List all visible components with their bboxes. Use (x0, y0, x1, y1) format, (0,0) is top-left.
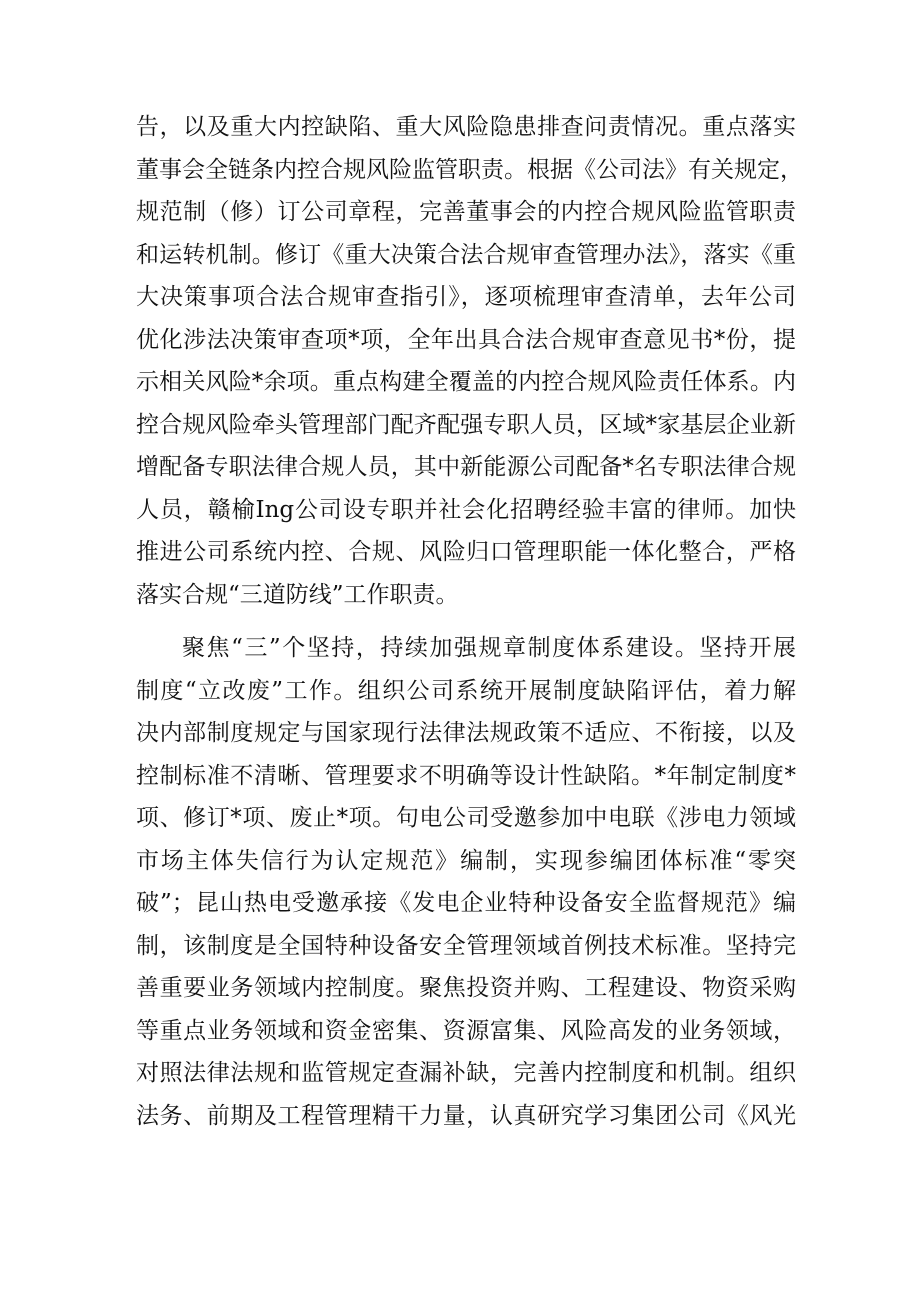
text-line: 示相关风险*余项。重点构建全覆盖的内控合规风险责任体系。内 (136, 369, 796, 395)
text-line: 推进公司系统内控、合规、风险归口管理职能一体化整合，严格 (136, 539, 796, 565)
text-line: 控制标准不清晰、管理要求不明确等设计性缺陷。*年制定制度* (136, 762, 796, 789)
paragraph-1 (136, 106, 803, 616)
text-line: 和运转机制。修订《重大决策合法合规审查管理办法》，落实《重 (136, 241, 796, 268)
text-line: 告，以及重大内控缺陷、重大风险隐患排查问责情况。重点落实 (136, 114, 796, 140)
text-line: 聚焦“三”个坚持，持续加强规章制度体系建设。坚持开展 (182, 635, 796, 661)
text-line: 破”；昆山热电受邀承接《发电企业特种设备安全监督规范》编 (136, 890, 796, 916)
text-line: 落实合规“三道防线”工作职责。 (136, 581, 459, 608)
text-line: 等重点业务领域和资金密集、资源富集、风险高发的业务领域， (136, 1017, 796, 1044)
text-line: 决内部制度规定与国家现行法律法规政策不适应、不衔接，以及 (136, 720, 796, 746)
text-line: 制，该制度是全国特种设备安全管理领域首例技术标准。坚持完 (136, 932, 796, 959)
text-line: 优化涉法决策审查项*项，全年出具合法合规审查意见书*份，提 (136, 326, 796, 353)
text-line: 增配备专职法律合规人员，其中新能源公司配备*名专职法律合规 (136, 454, 796, 480)
text-line: 人员，赣榆Ing公司设专职并社会化招聘经验丰富的律师。加快 (136, 496, 796, 523)
text-line: 对照法律法规和监管规定查漏补缺，完善内控制度和机制。组织 (136, 1060, 796, 1086)
text-line: 市场主体失信行为认定规范》编制，实现参编团体标准“零突 (136, 847, 796, 874)
text-line: 大决策事项合法合规审查指引》，逐项梳理审查清单，去年公司 (136, 284, 796, 310)
text-line: 规范制（修）订公司章程，完善董事会的内控合规风险监管职责 (136, 199, 796, 225)
text-line: 控合规风险牵头管理部门配齐配强专职人员，区域*家基层企业新 (136, 411, 796, 438)
text-line: 董事会全链条内控合规风险监管职责。根据《公司法》有关规定， (136, 156, 803, 183)
paragraph-2 (136, 627, 796, 1137)
text-line: 项、修订*项、废止*项。句电公司受邀参加中电联《涉电力领域 (136, 805, 796, 831)
text-line: 制度“立改废”工作。组织公司系统开展制度缺陷评估，着力解 (136, 677, 796, 704)
text-line: 善重要业务领域内控制度。聚焦投资并购、工程建设、物资采购 (136, 975, 796, 1001)
text-line: 法务、前期及工程管理精干力量，认真研究学习集团公司《风光 (136, 1102, 796, 1129)
